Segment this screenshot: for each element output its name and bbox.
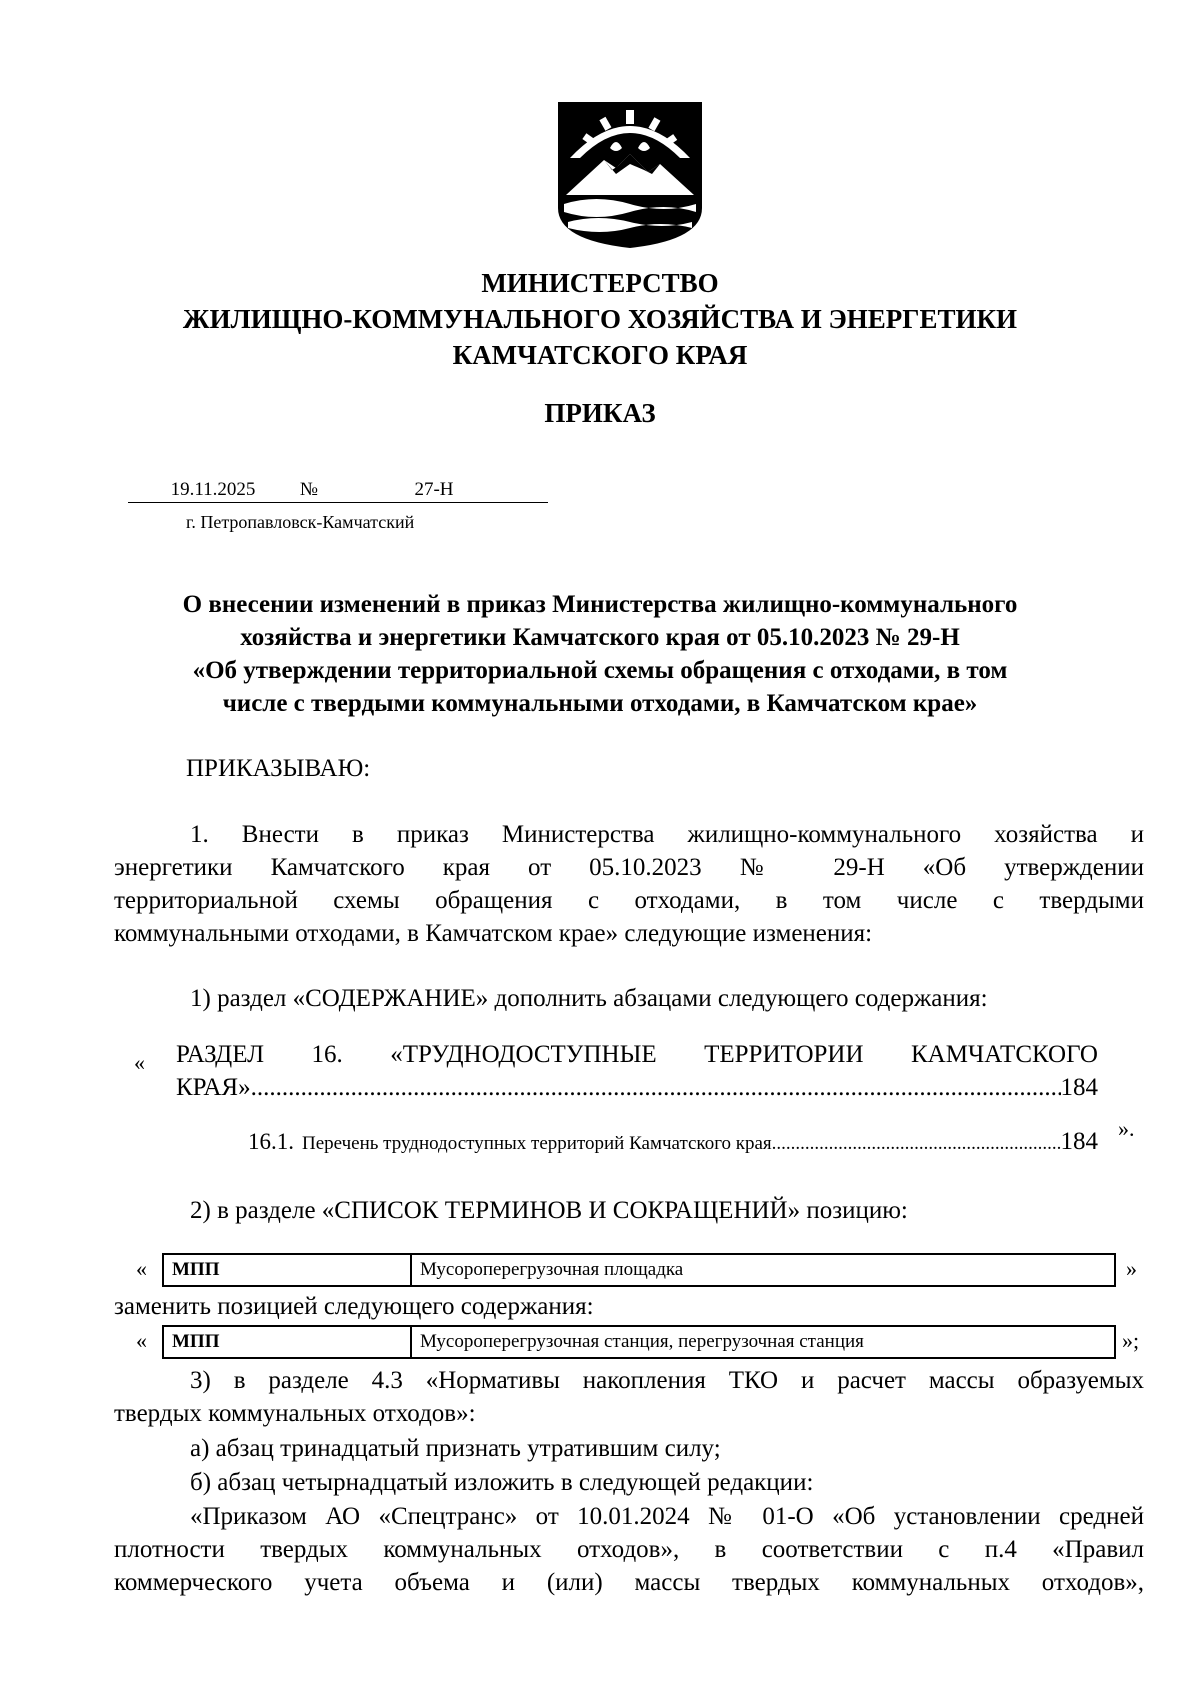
city: г. Петропавловск-Камчатский xyxy=(186,512,415,532)
toc-section-page: 184 xyxy=(1060,1074,1098,1101)
term-new-desc: Мусороперегрузочная станция, перегрузочная станция xyxy=(411,1326,1115,1358)
quoted-paragraph-line-1: «Приказом АО «Спецтранс» от 10.01.2024 № 01-О «Об установлении средней xyxy=(190,1503,1144,1530)
sub-item-2: 2) в разделе «СПИСОК ТЕРМИНОВ И СОКРАЩЕНИЙ» позицию: xyxy=(190,1197,908,1224)
subject-line-1: О внесении изменений в приказ Министерства жилищно-коммунального xyxy=(182,591,1018,618)
table-row xyxy=(163,1254,1115,1286)
sub-item-1: 1) раздел «СОДЕРЖАНИЕ» дополнить абзацами следующего содержания: xyxy=(190,985,988,1012)
toc-subsection-page: 184 xyxy=(1060,1128,1098,1155)
toc-leader-dots xyxy=(251,1071,1061,1104)
item-1-line-2: энергетики Камчатского края от 05.10.2023 № 29-Н «Об утверждении xyxy=(114,854,1144,881)
replace-text: заменить позицией следующего содержания: xyxy=(114,1293,594,1320)
toc-section-title-end: КРАЯ» xyxy=(176,1074,251,1101)
toc-subsection-number: 16.1. xyxy=(248,1129,294,1154)
quoted-paragraph-line-3: коммерческого учета объема и (или) массы твердых коммунальных отходов», xyxy=(114,1569,1144,1596)
term-old-open-quote: « xyxy=(136,1256,147,1281)
toc-section-line-2 xyxy=(176,1071,1098,1104)
order-word: ПРИКАЗЫВАЮ: xyxy=(186,755,371,782)
order-date: 19.11.2025 xyxy=(128,478,298,503)
item-1 xyxy=(114,818,1144,950)
item-1-line-3: территориальной схемы обращения с отходами, в том числе с твердыми xyxy=(114,887,1144,914)
kamchatka-emblem xyxy=(556,100,704,250)
term-old-abbr: МПП xyxy=(163,1254,411,1286)
toc-open-quote: « xyxy=(134,1050,145,1075)
ministry-line-3: КАМЧАТСКОГО КРАЯ xyxy=(452,340,748,370)
toc-subsection-16-1 xyxy=(248,1128,1098,1156)
toc-leader-dots xyxy=(772,1133,1061,1155)
sub-item-3-line-2: твердых коммунальных отходов»: xyxy=(114,1400,476,1427)
toc-close-quote: ». xyxy=(1118,1116,1135,1141)
sub-item-3-line-1: 3) в разделе 4.3 «Нормативы накопления ТКО и расчет массы образуемых xyxy=(190,1367,1144,1394)
document-type: ПРИКАЗ xyxy=(544,398,656,428)
sub-item-3a: а) абзац тринадцатый признать утратившим силу; xyxy=(190,1435,721,1462)
quoted-paragraph-line-2: плотности твердых коммунальных отходов», в соответствии с п.4 «Правил xyxy=(114,1536,1144,1563)
sub-item-3 xyxy=(114,1364,1144,1430)
subject-line-3: «Об утверждении территориальной схемы обращения с отходами, в том xyxy=(192,657,1008,684)
subject-line-2: хозяйства и энергетики Камчатского края от 05.10.2023 № 29-Н xyxy=(240,624,960,651)
order-subject xyxy=(0,588,1200,720)
item-1-line-4: коммунальными отходами, в Камчатском крае» следующие изменения: xyxy=(114,920,873,947)
toc-subsection-title: Перечень труднодоступных территорий Камчатского края xyxy=(302,1133,772,1154)
ministry-line-1: МИНИСТЕРСТВО xyxy=(481,268,719,298)
table-row xyxy=(163,1326,1115,1358)
term-new-open-quote: « xyxy=(136,1328,147,1353)
term-new-table xyxy=(162,1325,1116,1359)
term-old-close-quote: » xyxy=(1126,1256,1137,1281)
ministry-name xyxy=(0,265,1200,373)
date-number-row xyxy=(128,478,548,503)
term-old-table xyxy=(162,1253,1116,1287)
term-new-abbr: МПП xyxy=(163,1326,411,1358)
number-sign: № xyxy=(298,478,320,503)
toc-section-line-1: РАЗДЕЛ 16. «ТРУДНОДОСТУПНЫЕ ТЕРРИТОРИИ КАМЧАТСКОГО xyxy=(176,1041,1098,1068)
term-new-close-quote: »; xyxy=(1122,1328,1140,1353)
subject-line-4: числе с твердыми коммунальными отходами, в Камчатском крае» xyxy=(222,690,978,717)
quoted-paragraph xyxy=(114,1500,1144,1599)
ministry-line-2: ЖИЛИЩНО-КОММУНАЛЬНОГО ХОЗЯЙСТВА И ЭНЕРГЕТИКИ xyxy=(182,304,1018,334)
sub-item-3b: б) абзац четырнадцатый изложить в следующей редакции: xyxy=(190,1469,814,1496)
item-1-line-1: 1. Внести в приказ Министерства жилищно-коммунального хозяйства и xyxy=(190,821,1144,848)
term-old-desc: Мусороперегрузочная площадка xyxy=(411,1254,1115,1286)
toc-section-16 xyxy=(176,1038,1098,1104)
order-number: 27-Н xyxy=(320,478,548,503)
